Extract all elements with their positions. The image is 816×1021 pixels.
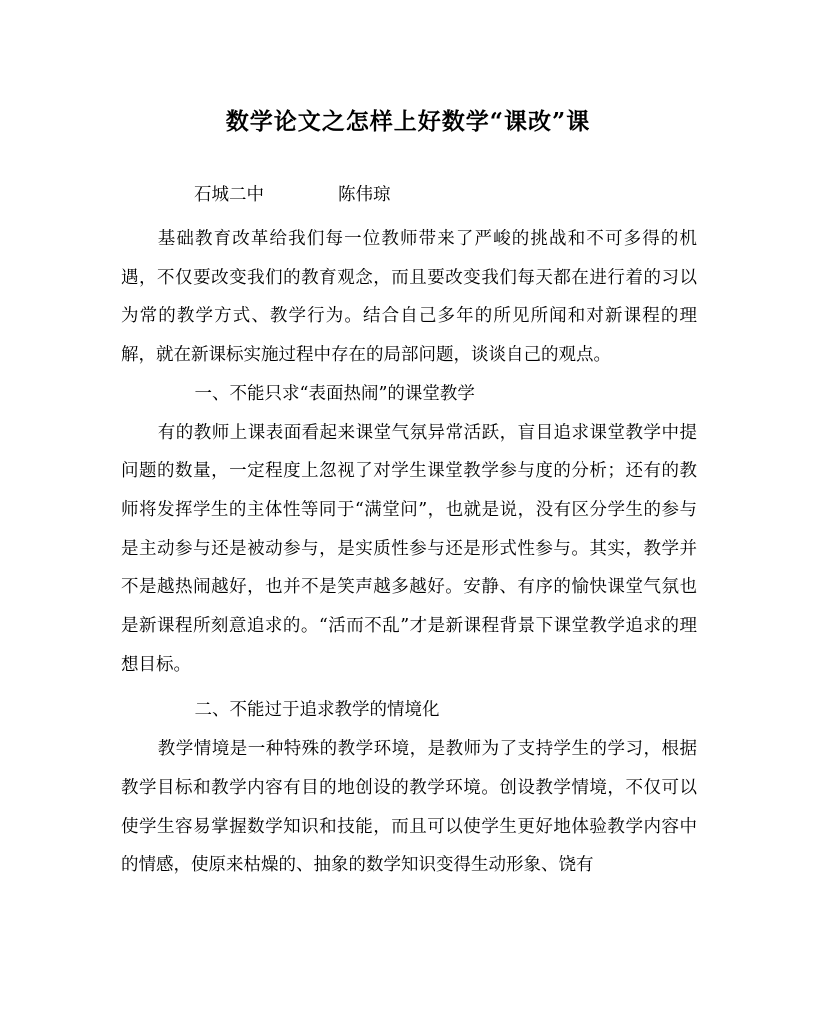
author-line (194, 182, 391, 208)
document-body (121, 220, 697, 885)
section-heading-2: 二、不能过于追求教学的情境化 (194, 700, 440, 721)
document-title: 数学论文之怎样上好数学“课改”课 (225, 108, 591, 135)
paragraph-section-1: 有的教师上课表面看起来课堂气氛异常活跃，盲目追求课堂教学中提问题的数量，一定程度上忽视了对学生课堂教学参与度的分析；还有的教师将发挥学生的主体性等同于“满堂问”，也就是说，没有区分学生的参与是主动参与还是被动参与，是实质性参与还是形式性参与。其实，教学并不是越热闹越好，也并不是笑声越多越好。安静、有序的愉快课堂气氛也是新课程所刻意追求的。“活而不乱”才是新课程背景下课堂教学追求的理想目标。 (121, 422, 697, 675)
author-name: 陈伟琼 (338, 185, 391, 205)
school-name: 石城二中 (194, 185, 264, 205)
section-heading-1: 一、不能只求“表面热闹”的课堂教学 (194, 383, 475, 404)
paragraph-intro: 基础教育改革给我们每一位教师带来了严峻的挑战和不可多得的机遇，不仅要改变我们的教育观念，而且要改变我们每天都在进行着的习以为常的教学方式、教学行为。结合自己多年的所见所闻和对新课程的理解，就在新课标实施过程中存在的局部问题，谈谈自己的观点。 (121, 229, 697, 366)
paragraph-section-2: 教学情境是一种特殊的教学环境，是教师为了支持学生的学习，根据教学目标和教学内容有目的地创设的教学环境。创设教学情境，不仅可以使学生容易掌握数学知识和技能，而且可以使学生更好地体验教学内容中的情感，使原来枯燥的、抽象的数学知识变得生动形象、饶有 (121, 739, 697, 876)
